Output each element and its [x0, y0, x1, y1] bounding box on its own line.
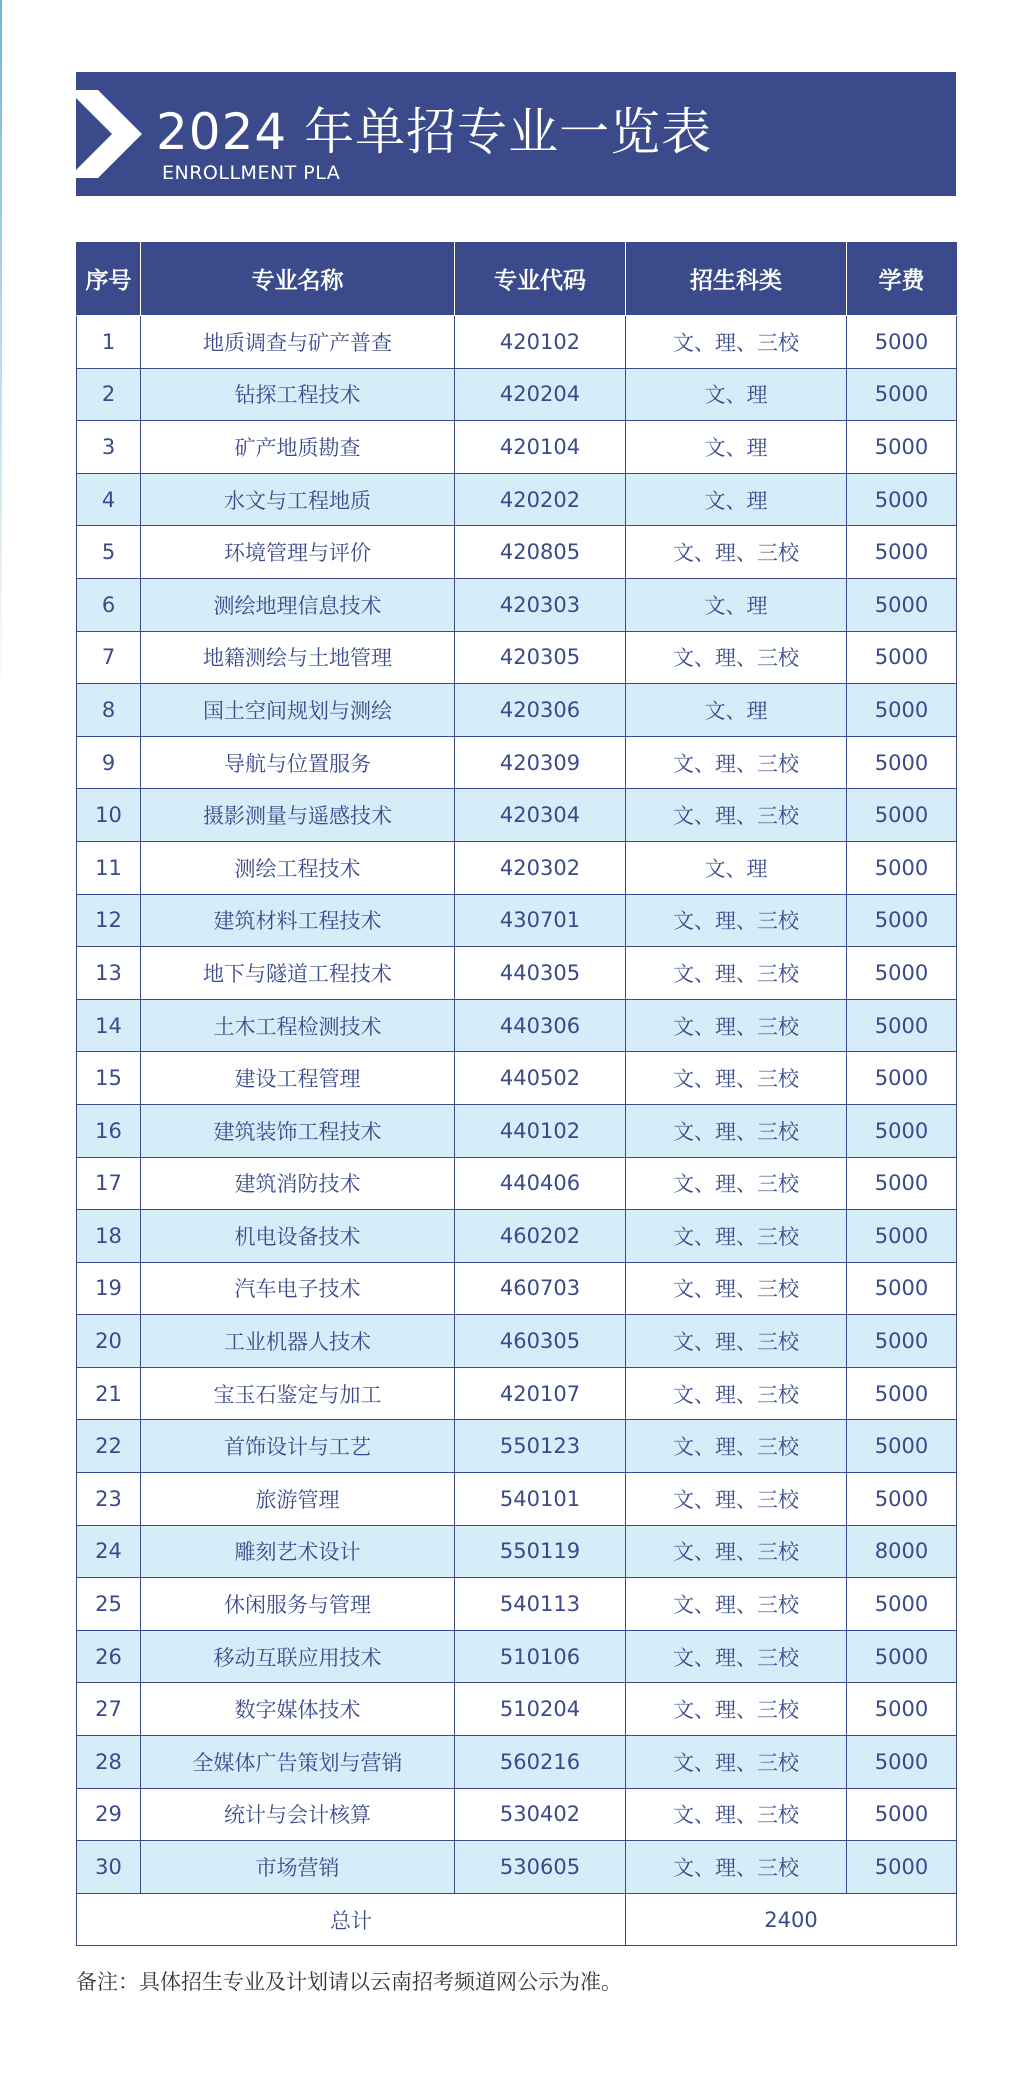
- major-code: 420102: [455, 316, 626, 369]
- category: 文、理、三校: [626, 1473, 847, 1526]
- major-code: 420306: [455, 684, 626, 737]
- row-index: 11: [77, 841, 141, 894]
- category: 文、理: [626, 578, 847, 631]
- table-row: [77, 631, 957, 684]
- header-major-name: 专业名称: [141, 242, 455, 316]
- major-code: 420303: [455, 578, 626, 631]
- major-name: 地籍测绘与土地管理: [141, 631, 455, 684]
- major-name: 建筑消防技术: [141, 1157, 455, 1210]
- table-row: [77, 1525, 957, 1578]
- tuition: 5000: [847, 1052, 957, 1105]
- category: 文、理: [626, 368, 847, 421]
- major-code: 420204: [455, 368, 626, 421]
- major-code: 420305: [455, 631, 626, 684]
- table-row: [77, 1367, 957, 1420]
- footnote: 备注：具体招生专业及计划请以云南招考频道网公示为准。: [76, 1970, 622, 1994]
- row-index: 2: [77, 368, 141, 421]
- major-name: 全媒体广告策划与营销: [141, 1736, 455, 1789]
- major-name: 钻探工程技术: [141, 368, 455, 421]
- category: 文、理: [626, 421, 847, 474]
- tuition: 5000: [847, 1104, 957, 1157]
- tuition: 5000: [847, 1367, 957, 1420]
- major-code: 440305: [455, 947, 626, 1000]
- page-title: 2024 年单招专业一览表: [156, 103, 713, 161]
- major-code: 460703: [455, 1262, 626, 1315]
- major-name: 市场营销: [141, 1841, 455, 1894]
- header-category: 招生科类: [626, 242, 847, 316]
- tuition: 5000: [847, 316, 957, 369]
- row-index: 22: [77, 1420, 141, 1473]
- row-index: 6: [77, 578, 141, 631]
- category: 文、理、三校: [626, 1157, 847, 1210]
- row-index: 23: [77, 1473, 141, 1526]
- major-name: 测绘工程技术: [141, 841, 455, 894]
- tuition: 8000: [847, 1525, 957, 1578]
- major-name: 建筑材料工程技术: [141, 894, 455, 947]
- major-name: 雕刻艺术设计: [141, 1525, 455, 1578]
- major-code: 560216: [455, 1736, 626, 1789]
- header-index: 序号: [77, 242, 141, 316]
- category: 文、理、三校: [626, 1683, 847, 1736]
- major-name: 导航与位置服务: [141, 736, 455, 789]
- row-index: 30: [77, 1841, 141, 1894]
- major-name: 休闲服务与管理: [141, 1578, 455, 1631]
- row-index: 3: [77, 421, 141, 474]
- major-code: 530402: [455, 1788, 626, 1841]
- category: 文、理、三校: [626, 736, 847, 789]
- major-name: 摄影测量与遥感技术: [141, 789, 455, 842]
- tuition: 5000: [847, 578, 957, 631]
- major-name: 首饰设计与工艺: [141, 1420, 455, 1473]
- major-code: 420304: [455, 789, 626, 842]
- tuition: 5000: [847, 1210, 957, 1263]
- major-code: 550123: [455, 1420, 626, 1473]
- major-code: 460202: [455, 1210, 626, 1263]
- row-index: 28: [77, 1736, 141, 1789]
- major-name: 地下与隧道工程技术: [141, 947, 455, 1000]
- major-name: 建设工程管理: [141, 1052, 455, 1105]
- category: 文、理、三校: [626, 1210, 847, 1263]
- table-row: [77, 1315, 957, 1368]
- category: 文、理: [626, 473, 847, 526]
- row-index: 10: [77, 789, 141, 842]
- major-name: 机电设备技术: [141, 1210, 455, 1263]
- major-name: 旅游管理: [141, 1473, 455, 1526]
- major-name: 环境管理与评价: [141, 526, 455, 579]
- table-row: [77, 578, 957, 631]
- tuition: 5000: [847, 1630, 957, 1683]
- row-index: 25: [77, 1578, 141, 1631]
- row-index: 19: [77, 1262, 141, 1315]
- row-index: 13: [77, 947, 141, 1000]
- major-name: 移动互联应用技术: [141, 1630, 455, 1683]
- row-index: 12: [77, 894, 141, 947]
- category: 文、理、三校: [626, 1104, 847, 1157]
- row-index: 29: [77, 1788, 141, 1841]
- table-row: [77, 421, 957, 474]
- header-tuition: 学费: [847, 242, 957, 316]
- category: 文、理、三校: [626, 999, 847, 1052]
- table-row: [77, 1736, 957, 1789]
- table-row: [77, 473, 957, 526]
- table-row: [77, 1788, 957, 1841]
- major-name: 水文与工程地质: [141, 473, 455, 526]
- table-row: [77, 789, 957, 842]
- table-row: [77, 1420, 957, 1473]
- category: 文、理、三校: [626, 1630, 847, 1683]
- table-row: [77, 999, 957, 1052]
- category: 文、理、三校: [626, 1788, 847, 1841]
- category: 文、理、三校: [626, 1052, 847, 1105]
- tuition: 5000: [847, 1420, 957, 1473]
- row-index: 15: [77, 1052, 141, 1105]
- table-row: [77, 1473, 957, 1526]
- table-row: [77, 1052, 957, 1105]
- tuition: 5000: [847, 421, 957, 474]
- category: 文、理、三校: [626, 1315, 847, 1368]
- major-code: 420805: [455, 526, 626, 579]
- table-row: [77, 1262, 957, 1315]
- row-index: 8: [77, 684, 141, 737]
- table-header-row: [77, 242, 957, 316]
- row-index: 16: [77, 1104, 141, 1157]
- tuition: 5000: [847, 789, 957, 842]
- tuition: 5000: [847, 1157, 957, 1210]
- table-row: [77, 368, 957, 421]
- tuition: 5000: [847, 684, 957, 737]
- tuition: 5000: [847, 736, 957, 789]
- tuition: 5000: [847, 1788, 957, 1841]
- total-row: [77, 1893, 957, 1946]
- major-code: 440102: [455, 1104, 626, 1157]
- category: 文、理: [626, 841, 847, 894]
- row-index: 4: [77, 473, 141, 526]
- tuition: 5000: [847, 1262, 957, 1315]
- tuition: 5000: [847, 368, 957, 421]
- row-index: 1: [77, 316, 141, 369]
- table-row: [77, 1157, 957, 1210]
- table-row: [77, 1841, 957, 1894]
- major-name: 工业机器人技术: [141, 1315, 455, 1368]
- category: 文、理、三校: [626, 1367, 847, 1420]
- tuition: 5000: [847, 947, 957, 1000]
- tuition: 5000: [847, 999, 957, 1052]
- row-index: 20: [77, 1315, 141, 1368]
- category: 文、理、三校: [626, 526, 847, 579]
- major-code: 420202: [455, 473, 626, 526]
- category: 文、理、三校: [626, 631, 847, 684]
- row-index: 24: [77, 1525, 141, 1578]
- category: 文、理、三校: [626, 1525, 847, 1578]
- row-index: 7: [77, 631, 141, 684]
- table-row: [77, 894, 957, 947]
- major-name: 建筑装饰工程技术: [141, 1104, 455, 1157]
- category: 文、理、三校: [626, 947, 847, 1000]
- tuition: 5000: [847, 1736, 957, 1789]
- category: 文、理、三校: [626, 1420, 847, 1473]
- major-code: 420107: [455, 1367, 626, 1420]
- major-code: 510204: [455, 1683, 626, 1736]
- table-row: [77, 1630, 957, 1683]
- row-index: 18: [77, 1210, 141, 1263]
- major-code: 440502: [455, 1052, 626, 1105]
- row-index: 26: [77, 1630, 141, 1683]
- major-code: 420309: [455, 736, 626, 789]
- category: 文、理、三校: [626, 1578, 847, 1631]
- major-name: 土木工程检测技术: [141, 999, 455, 1052]
- table-row: [77, 1683, 957, 1736]
- row-index: 14: [77, 999, 141, 1052]
- major-code: 440306: [455, 999, 626, 1052]
- row-index: 9: [77, 736, 141, 789]
- category: 文、理: [626, 684, 847, 737]
- major-name: 宝玉石鉴定与加工: [141, 1367, 455, 1420]
- major-name: 地质调查与矿产普查: [141, 316, 455, 369]
- major-code: 540113: [455, 1578, 626, 1631]
- tuition: 5000: [847, 1841, 957, 1894]
- total-value: 2400: [626, 1893, 957, 1946]
- major-name: 测绘地理信息技术: [141, 578, 455, 631]
- table-row: [77, 316, 957, 369]
- tuition: 5000: [847, 1473, 957, 1526]
- table-row: [77, 684, 957, 737]
- category: 文、理、三校: [626, 789, 847, 842]
- table-row: [77, 736, 957, 789]
- table-row: [77, 1104, 957, 1157]
- major-code: 440406: [455, 1157, 626, 1210]
- major-code: 420302: [455, 841, 626, 894]
- major-code: 510106: [455, 1630, 626, 1683]
- total-label: 总计: [77, 1893, 626, 1946]
- major-name: 统计与会计核算: [141, 1788, 455, 1841]
- category: 文、理、三校: [626, 1736, 847, 1789]
- tuition: 5000: [847, 1578, 957, 1631]
- page-edge-accent: [0, 0, 2, 700]
- tuition: 5000: [847, 473, 957, 526]
- tuition: 5000: [847, 526, 957, 579]
- row-index: 27: [77, 1683, 141, 1736]
- major-code: 420104: [455, 421, 626, 474]
- category: 文、理、三校: [626, 1841, 847, 1894]
- major-code: 540101: [455, 1473, 626, 1526]
- header-major-code: 专业代码: [455, 242, 626, 316]
- major-name: 矿产地质勘查: [141, 421, 455, 474]
- table-row: [77, 1578, 957, 1631]
- tuition: 5000: [847, 1683, 957, 1736]
- category: 文、理、三校: [626, 894, 847, 947]
- tuition: 5000: [847, 1315, 957, 1368]
- chevron-right-icon: [76, 90, 156, 178]
- row-index: 5: [77, 526, 141, 579]
- table-row: [77, 526, 957, 579]
- row-index: 21: [77, 1367, 141, 1420]
- tuition: 5000: [847, 894, 957, 947]
- page-subtitle: ENROLLMENT PLA: [162, 162, 341, 184]
- major-name: 数字媒体技术: [141, 1683, 455, 1736]
- major-name: 国土空间规划与测绘: [141, 684, 455, 737]
- major-code: 460305: [455, 1315, 626, 1368]
- majors-table: [76, 242, 957, 1946]
- major-code: 530605: [455, 1841, 626, 1894]
- tuition: 5000: [847, 841, 957, 894]
- major-code: 550119: [455, 1525, 626, 1578]
- table-row: [77, 1210, 957, 1263]
- row-index: 17: [77, 1157, 141, 1210]
- category: 文、理、三校: [626, 1262, 847, 1315]
- title-banner: [76, 72, 956, 196]
- category: 文、理、三校: [626, 316, 847, 369]
- table-row: [77, 841, 957, 894]
- table-body: [77, 316, 957, 1894]
- major-name: 汽车电子技术: [141, 1262, 455, 1315]
- tuition: 5000: [847, 631, 957, 684]
- table-row: [77, 947, 957, 1000]
- major-code: 430701: [455, 894, 626, 947]
